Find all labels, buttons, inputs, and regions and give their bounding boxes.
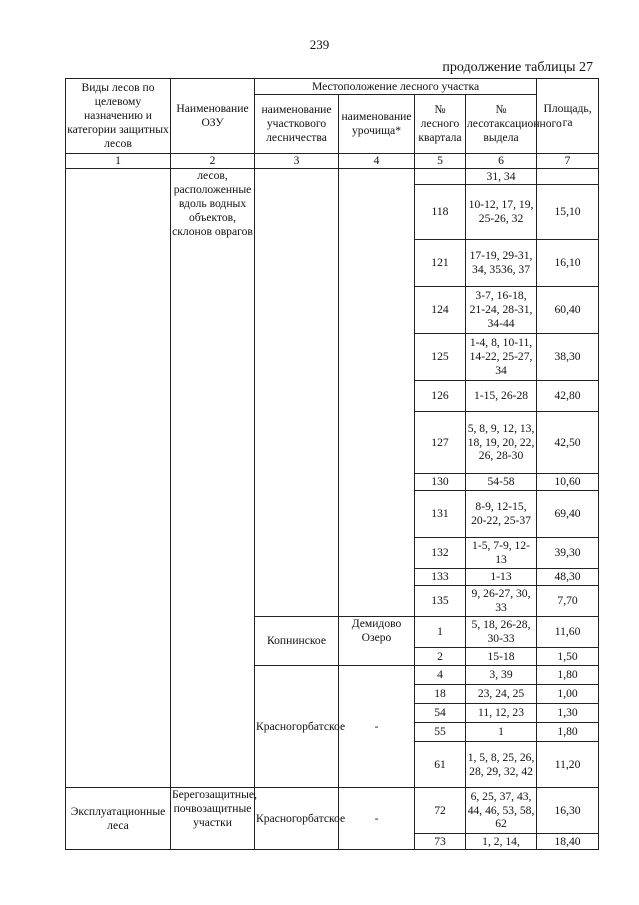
tract-cell: - bbox=[339, 666, 415, 788]
tract-cell: Демидово Озеро bbox=[339, 617, 415, 666]
page-number: 239 bbox=[309, 37, 330, 52]
quarter-cell: 118 bbox=[415, 185, 466, 240]
taxation-unit-cell: 11, 12, 23 bbox=[466, 704, 537, 723]
taxation-unit-cell: 1 bbox=[466, 723, 537, 742]
area-cell: 1,30 bbox=[537, 704, 599, 723]
area-cell: 16,30 bbox=[537, 788, 599, 834]
forest-type-cell: Эксплуатационные леса bbox=[66, 788, 171, 850]
taxation-unit-cell: 9, 26-27, 30, 33 bbox=[466, 586, 537, 617]
taxation-unit-cell: 3, 39 bbox=[466, 666, 537, 685]
forest-type-cell bbox=[66, 169, 171, 788]
column-number: 1 bbox=[66, 154, 171, 169]
column-number: 6 bbox=[466, 154, 537, 169]
taxation-unit-cell: 1, 2, 14, bbox=[466, 834, 537, 850]
column-number: 7 bbox=[537, 154, 599, 169]
area-cell: 42,80 bbox=[537, 381, 599, 412]
taxation-unit-cell: 6, 25, 37, 43, 44, 46, 53, 58, 62 bbox=[466, 788, 537, 834]
table-continuation-caption: продолжение таблицы 27 bbox=[442, 60, 593, 75]
quarter-cell: 2 bbox=[415, 648, 466, 666]
quarter-cell: 4 bbox=[415, 666, 466, 685]
table-row bbox=[66, 788, 599, 834]
quarter-cell: 61 bbox=[415, 742, 466, 788]
taxation-unit-cell: 1-4, 8, 10-11, 14-22, 25-27, 34 bbox=[466, 334, 537, 381]
taxation-unit-cell: 3-7, 16-18, 21-24, 28-31, 34-44 bbox=[466, 287, 537, 334]
quarter-cell: 124 bbox=[415, 287, 466, 334]
header-ozu-name: Наименование ОЗУ bbox=[171, 79, 255, 154]
forestry-cell: Красногорбатское bbox=[255, 788, 339, 850]
quarter-cell: 131 bbox=[415, 491, 466, 538]
area-cell: 39,30 bbox=[537, 538, 599, 569]
column-number: 5 bbox=[415, 154, 466, 169]
header-quarter: № лесного квартала bbox=[415, 95, 466, 154]
quarter-cell: 72 bbox=[415, 788, 466, 834]
area-cell: 42,50 bbox=[537, 412, 599, 474]
header-location-group: Местоположение лесного участка bbox=[255, 79, 537, 95]
header-forest-type: Виды лесов по целевому назначению и категории защитных лесов bbox=[66, 79, 171, 154]
area-cell: 60,40 bbox=[537, 287, 599, 334]
area-cell: 11,20 bbox=[537, 742, 599, 788]
area-cell: 48,30 bbox=[537, 569, 599, 586]
forestry-cell: Копнинское bbox=[255, 617, 339, 666]
taxation-unit-cell: 5, 8, 9, 12, 13, 18, 19, 20, 22, 26, 28-30 bbox=[466, 412, 537, 474]
header-forestry: наименование участкового лесничества bbox=[255, 95, 339, 154]
column-numbers-row bbox=[66, 154, 599, 169]
quarter-cell: 126 bbox=[415, 381, 466, 412]
quarter-cell: 133 bbox=[415, 569, 466, 586]
taxation-unit-cell: 10-12, 17, 19, 25-26, 32 bbox=[466, 185, 537, 240]
taxation-unit-cell: 1, 5, 8, 25, 26, 28, 29, 32, 42 bbox=[466, 742, 537, 788]
taxation-unit-cell: 15-18 bbox=[466, 648, 537, 666]
quarter-cell: 73 bbox=[415, 834, 466, 850]
quarter-cell: 135 bbox=[415, 586, 466, 617]
area-cell: 16,10 bbox=[537, 240, 599, 287]
taxation-unit-cell: 1-5, 7-9, 12-13 bbox=[466, 538, 537, 569]
area-cell: 11,60 bbox=[537, 617, 599, 648]
column-number: 2 bbox=[171, 154, 255, 169]
area-cell: 1,80 bbox=[537, 666, 599, 685]
area-cell: 15,10 bbox=[537, 185, 599, 240]
taxation-unit-cell: 23, 24, 25 bbox=[466, 685, 537, 704]
taxation-unit-cell: 54-58 bbox=[466, 474, 537, 491]
header-row bbox=[66, 79, 599, 95]
table-row bbox=[66, 169, 599, 185]
taxation-unit-cell: 5, 18, 26-28, 30-33 bbox=[466, 617, 537, 648]
quarter-cell: 121 bbox=[415, 240, 466, 287]
quarter-cell: 125 bbox=[415, 334, 466, 381]
header-area: Площадь, га bbox=[537, 79, 599, 154]
quarter-cell: 132 bbox=[415, 538, 466, 569]
taxation-unit-cell: 1-15, 26-28 bbox=[466, 381, 537, 412]
quarter-cell: 54 bbox=[415, 704, 466, 723]
area-cell: 1,50 bbox=[537, 648, 599, 666]
tract-cell bbox=[339, 169, 415, 617]
area-cell: 18,40 bbox=[537, 834, 599, 850]
area-cell: 1,80 bbox=[537, 723, 599, 742]
ozu-name-cell: лесов, расположенные вдоль водных объектов, склонов оврагов bbox=[171, 169, 255, 788]
quarter-cell: 18 bbox=[415, 685, 466, 704]
quarter-cell bbox=[415, 169, 466, 185]
taxation-unit-cell: 17-19, 29-31, 34, 3536, 37 bbox=[466, 240, 537, 287]
header-taxation-unit: № лесотаксационного выдела bbox=[466, 95, 537, 154]
quarter-cell: 130 bbox=[415, 474, 466, 491]
taxation-unit-cell: 8-9, 12-15, 20-22, 25-37 bbox=[466, 491, 537, 538]
tract-cell: - bbox=[339, 788, 415, 850]
forestry-cell bbox=[255, 169, 339, 617]
area-cell bbox=[537, 169, 599, 185]
forest-plots-table bbox=[65, 78, 599, 850]
quarter-cell: 127 bbox=[415, 412, 466, 474]
column-number: 3 bbox=[255, 154, 339, 169]
ozu-name-cell: Берегозащитные, почвозащитные участки bbox=[171, 788, 255, 850]
area-cell: 7,70 bbox=[537, 586, 599, 617]
forestry-cell: Красногорбатское bbox=[255, 666, 339, 788]
quarter-cell: 1 bbox=[415, 617, 466, 648]
area-cell: 10,60 bbox=[537, 474, 599, 491]
area-cell: 1,00 bbox=[537, 685, 599, 704]
column-number: 4 bbox=[339, 154, 415, 169]
taxation-unit-cell: 31, 34 bbox=[466, 169, 537, 185]
taxation-unit-cell: 1-13 bbox=[466, 569, 537, 586]
quarter-cell: 55 bbox=[415, 723, 466, 742]
header-tract: наименование урочища* bbox=[339, 95, 415, 154]
area-cell: 38,30 bbox=[537, 334, 599, 381]
area-cell: 69,40 bbox=[537, 491, 599, 538]
